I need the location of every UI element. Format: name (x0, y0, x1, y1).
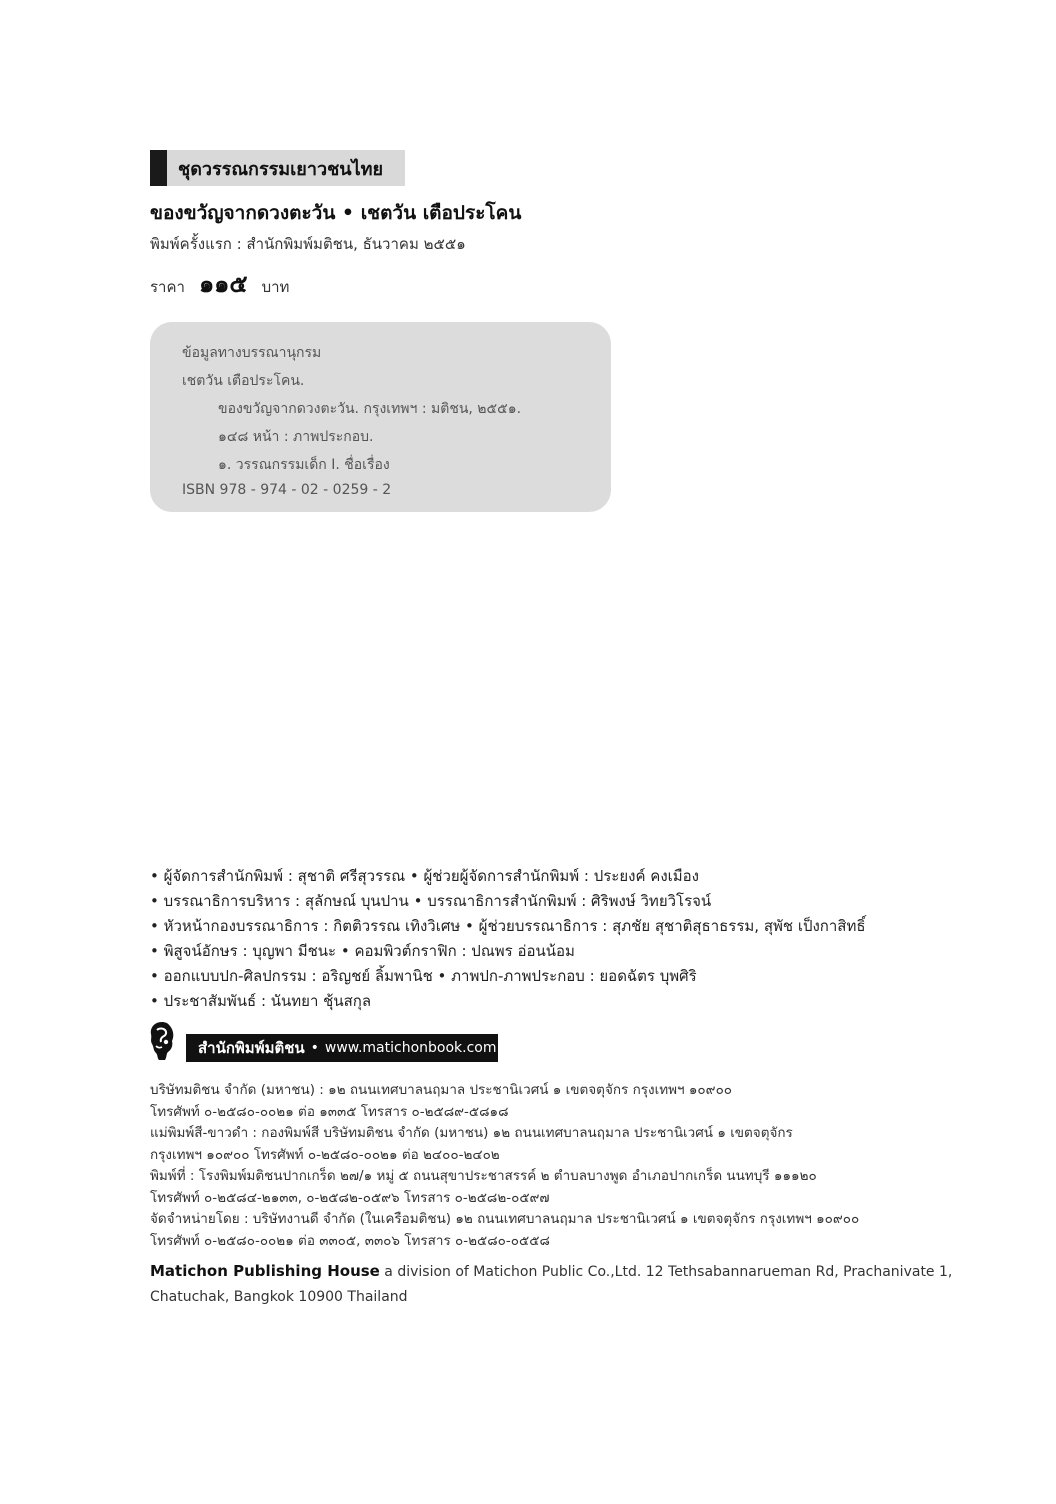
credit-line: • พิสูจน์อักษร : บุญพา มีชนะ • คอมพิวต์กราฟิก : ปณพร อ่อนน้อม (150, 942, 575, 960)
credit-line: • หัวหน้ากองบรรณาธิการ : กิตติวรรณ เทิงวิเศษ • ผู้ช่วยบรรณาธิการ : สุภชัย สุชาติสุธาธรรม, สุพัช เป็งกาสิทธิ์ (150, 917, 866, 935)
english-imprint-city: Chatuchak, Bangkok 10900 Thailand (150, 1289, 408, 1305)
imprint-line: แม่พิมพ์สี-ขาวดำ : กองพิมพ์สี บริษัทมติชน จำกัด (มหาชน) ๑๒ ถนนเทศบาลนฤมาล ประชานิเวศน์ ๑ เขตจตุจักร (150, 1125, 793, 1141)
publisher-name: สำนักพิมพ์มติชน (198, 1039, 305, 1057)
english-imprint (150, 1258, 953, 1310)
credit-line: • ผู้จัดการสำนักพิมพ์ : สุชาติ ศรีสุวรรณ • ผู้ช่วยผู้จัดการสำนักพิมพ์ : ประยงค์ คงเมือง (150, 867, 699, 885)
cip-author: เชตวัน เตือประโคน. (182, 373, 305, 389)
credit-line: • บรรณาธิการบริหาร : สุลักษณ์ บุนปาน • บรรณาธิการสำนักพิมพ์ : ศิริพงษ์ วิทยวิโรจน์ (150, 892, 712, 910)
imprint-line: โทรศัพท์ ๐-๒๕๘๐-๐๐๒๑ ต่อ ๑๓๓๕ โทรสาร ๐-๒๕๘๙-๕๘๑๘ (150, 1103, 509, 1120)
series-header (150, 150, 405, 186)
cip-title-line: ของขวัญจากดวงตะวัน. กรุงเทพฯ : มติชน, ๒๕๕๑. (218, 401, 522, 417)
price-amount: ๑๑๕ (198, 270, 248, 298)
publisher-banner (186, 1034, 498, 1062)
cip-isbn: ISBN 978 - 974 - 02 - 0259 - 2 (182, 482, 392, 498)
imprint-line: พิมพ์ที่ : โรงพิมพ์มติชนปากเกร็ด ๒๗/๑ หมู่ ๕ ถนนสุขาประชาสรรค์ ๒ ตำบลบางพูด อำเภอปากเกร็ด นนทบุรี ๑๑๑๒๐ (150, 1168, 817, 1184)
imprint-line: จัดจำหน่ายโดย : บริษัทงานดี จำกัด (ในเครือมติชน) ๑๒ ถนนเทศบาลนฤมาล ประชานิเวศน์ ๑ เขตจตุจักร กรุงเทพฯ ๑๐๙๐๐ (150, 1211, 860, 1227)
first-print-info: พิมพ์ครั้งแรก : สำนักพิมพ์มติชน, ธันวาคม ๒๕๕๑ (150, 235, 466, 253)
english-imprint-address: a division of Matichon Public Co.,Ltd. 12 Tethsabannarueman Rd, Prachanivate 1, (379, 1264, 953, 1280)
imprint-line: บริษัทมติชน จำกัด (มหาชน) : ๑๒ ถนนเทศบาลนฤมาล ประชานิเวศน์ ๑ เขตจตุจักร กรุงเทพฯ ๑๐๙๐๐ (150, 1082, 733, 1098)
english-imprint-line (150, 1258, 953, 1284)
cip-pages-line: ๑๔๘ หน้า : ภาพประกอบ. (218, 429, 374, 445)
imprint-line: กรุงเทพฯ ๑๐๙๐๐ โทรศัพท์ ๐-๒๕๘๐-๐๐๒๑ ต่อ ๒๔๐๐-๒๔๐๒ (150, 1146, 500, 1163)
cip-heading: ข้อมูลทางบรรณานุกรม (182, 345, 322, 361)
series-title: ชุดวรรณกรรมเยาวชนไทย (178, 158, 384, 180)
banner-separator: • (310, 1040, 319, 1056)
publisher-website-link[interactable]: www.matichonbook.com (324, 1040, 497, 1056)
credit-line: • ประชาสัมพันธ์ : นันทยา ชุ้นสกุล (150, 992, 372, 1010)
credit-line: • ออกแบบปก-ศิลปกรรม : อริญชย์ ลิ้มพานิช • ภาพปก-ภาพประกอบ : ยอดฉัตร บุพศิริ (150, 967, 697, 985)
imprint-line: โทรศัพท์ ๐-๒๕๘๔-๒๑๓๓, ๐-๒๕๘๒-๐๕๙๖ โทรสาร ๐-๒๕๘๒-๐๕๙๗ (150, 1189, 550, 1206)
imprint-details (150, 1080, 910, 1252)
price-label: ราคา (150, 278, 185, 296)
matichon-logo-icon (148, 1020, 176, 1062)
cataloging-info-box (150, 322, 611, 512)
publisher-logo-row (148, 1020, 498, 1062)
series-header-bar (150, 150, 167, 186)
cip-subject-line: ๑. วรรณกรรมเด็ก I. ชื่อเรื่อง (218, 457, 390, 473)
staff-credits (150, 864, 866, 1014)
price-line (150, 264, 289, 303)
imprint-line: โทรศัพท์ ๐-๒๕๘๐-๐๐๒๑ ต่อ ๓๓๐๕, ๓๓๐๖ โทรสาร ๐-๒๕๘๐-๐๕๕๘ (150, 1232, 550, 1249)
book-title: ของขวัญจากดวงตะวัน • เชตวัน เตือประโคน (150, 202, 522, 224)
publisher-english-name: Matichon Publishing House (150, 1262, 380, 1280)
price-unit: บาท (261, 278, 290, 296)
